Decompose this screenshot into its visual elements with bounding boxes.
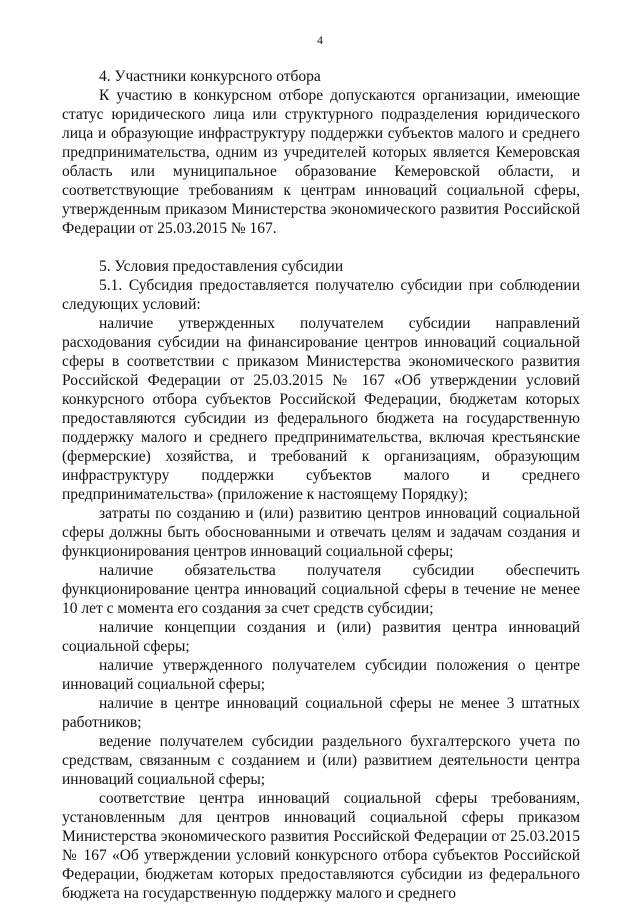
section-5-1-intro: 5.1. Субсидия предоставляется получателю субсидии при соблюдении следующих условий:	[62, 277, 580, 313]
section-4-paragraph: К участию в конкурсном отборе допускаются организации, имеющие статус юридического лица или структурного подразделения юридического лица и образующие инфраструктуру поддержки субъектов малого и среднего предпринимательства, одним из учредителей которых является Кемеровская область или муниципальное образование Кемеровской области, и соответствующие требованиям к центрам инноваций социальной сферы, утвержденным приказом Министерства экономического развития Российской Федерации от 25.03.2015 № 167.	[62, 87, 580, 237]
condition-paragraph: наличие утвержденного получателем субсидии положения о центре инноваций социальной сферы;	[62, 657, 580, 693]
condition-paragraph: наличие в центре инноваций социальной сферы не менее 3 штатных работников;	[62, 695, 580, 731]
condition-paragraph: ведение получателем субсидии раздельного бухгалтерского учета по средствам, связанным с созданием и (или) развитием деятельности центра инноваций социальной сферы;	[62, 733, 580, 788]
condition-paragraph: наличие утвержденных получателем субсидии направлений расходования субсидии на финансирование центров инноваций социальной сферы в соответствии с приказом Министерства экономического развития Российской Федерации от 25.03.2015 № 167 «Об утверждении условий конкурсного отбора субъектов Российской Федерации, бюджетам которых предоставляются субсидии из федерального бюджета на государственную поддержку малого и среднего предпринимательства, включая крестьянские (фермерские) хозяйства, и требований к организациям, образующим инфраструктуру поддержки субъектов малого и среднего предпринимательства» (приложение к настоящему Порядку);	[62, 315, 580, 503]
section-4-heading: 4. Участники конкурсного отбора	[99, 68, 321, 85]
section-gap	[62, 238, 580, 257]
condition-paragraph: затраты по созданию и (или) развитию центров инноваций социальной сферы должны быть обоснованными и отвечать целям и задачам создания и функционирования центров инноваций социальной сферы;	[62, 505, 580, 560]
page-number: 4	[317, 33, 323, 47]
condition-paragraph: соответствие центра инноваций социальной сферы требованиям, установленным для центров инноваций социальной сферы приказом Министерства экономического развития Российской Федерации от 25.03.2015 № 167 «Об утверждении условий конкурсного отбора субъектов Российской Федерации, бюджетам которых предоставляются субсидии из федерального бюджета на государственную поддержку малого и среднего	[62, 790, 580, 902]
document-body	[62, 67, 580, 903]
condition-paragraph: наличие обязательства получателя субсидии обеспечить функционирование центра инноваций социальной сферы в течение не менее 10 лет с момента его создания за счет средств субсидии;	[62, 562, 580, 617]
section-5-heading: 5. Условия предоставления субсидии	[99, 258, 344, 275]
condition-paragraph: наличие концепции создания и (или) развития центра инноваций социальной сферы;	[62, 619, 580, 655]
